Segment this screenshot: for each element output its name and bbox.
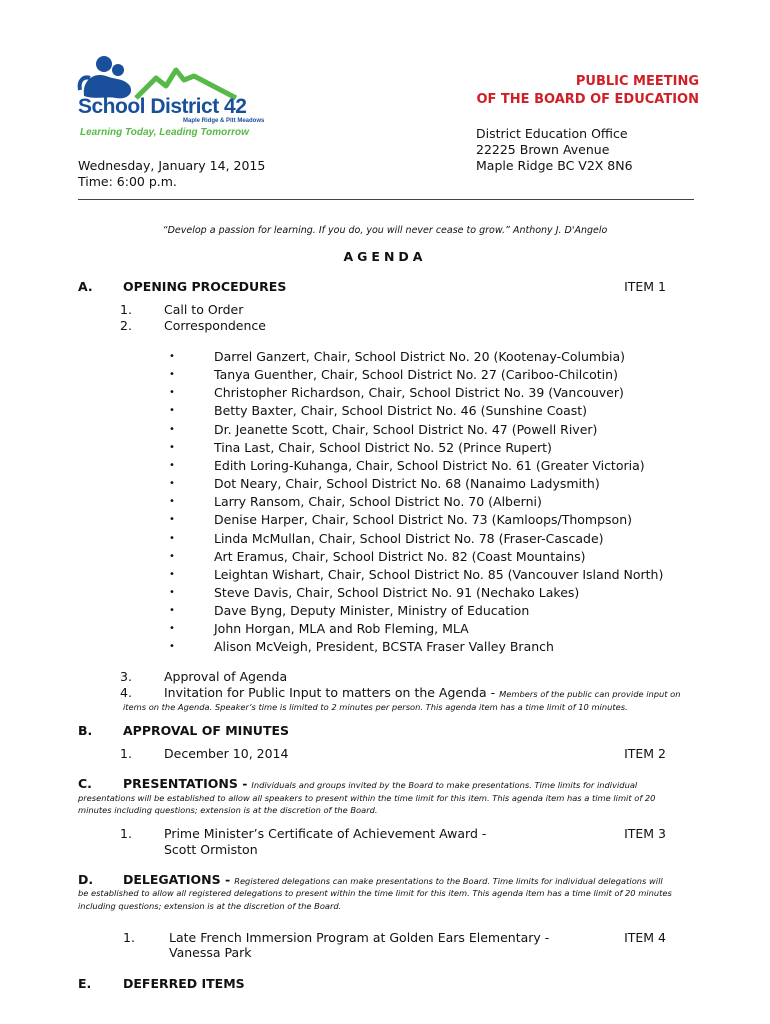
correspondence-item: Dot Neary, Chair, School District No. 68 (Nanaimo Ladysmith)	[214, 476, 600, 491]
bullet-icon: •	[169, 460, 175, 471]
section-b-letter: B.	[78, 723, 93, 738]
section-e-letter: E.	[78, 976, 92, 991]
correspondence-item: Darrel Ganzert, Chair, School District No. 20 (Kootenay-Columbia)	[214, 349, 626, 364]
bullet-icon: •	[169, 514, 175, 525]
address-line: Maple Ridge BC V2X 8N6	[476, 158, 633, 173]
bullet-icon: •	[169, 496, 175, 507]
item-text: Scott Ormiston	[164, 842, 258, 857]
section-d-note: including questions; extension is at the discretion of the Board.	[78, 901, 342, 911]
item-text: Correspondence	[164, 318, 266, 333]
section-b-item: ITEM 2	[624, 746, 666, 761]
section-c-note: presentations will be established to allow all speakers to present within the time limit for this item. This agenda item has a time limit of 20	[78, 793, 656, 803]
section-c-note: Individuals and groups invited by the Board to make presentations. Time limits for individual	[251, 780, 638, 790]
bullet-icon: •	[169, 442, 175, 453]
meeting-title-line1: PUBLIC MEETING	[575, 74, 699, 89]
bullet-icon: •	[169, 405, 175, 416]
bullet-icon: •	[169, 605, 175, 616]
section-c-item: ITEM 3	[624, 826, 666, 841]
correspondence-item: Alison McVeigh, President, BCSTA Fraser Valley Branch	[214, 639, 554, 654]
section-c-note: minutes including questions; extension is at the discretion of the Board.	[78, 805, 378, 815]
meeting-title-line2: OF THE BOARD OF EDUCATION	[476, 92, 699, 107]
section-c-header	[123, 776, 637, 792]
section-a-title: OPENING PROCEDURES	[123, 279, 287, 294]
item-text: Prime Minister’s Certificate of Achievement Award -	[164, 826, 487, 841]
bullet-icon: •	[169, 569, 175, 580]
section-d-note: be established to allow all registered delegations to present within the time limit for this item. This agenda item has a time limit of 20 minutes	[78, 888, 672, 898]
agenda-title: AGENDA	[343, 249, 427, 264]
correspondence-item: Art Eramus, Chair, School District No. 82 (Coast Mountains)	[214, 549, 586, 564]
correspondence-item: Tina Last, Chair, School District No. 52 (Prince Rupert)	[214, 440, 552, 455]
correspondence-item: Dave Byng, Deputy Minister, Ministry of Education	[214, 603, 530, 618]
logo-name: School District 42	[78, 95, 247, 118]
section-a-letter: A.	[78, 279, 93, 294]
item-number: 4.	[120, 685, 132, 700]
public-input-item	[164, 685, 704, 701]
bullet-icon: •	[169, 424, 175, 435]
section-d-item: ITEM 4	[624, 930, 666, 945]
address-line: 22225 Brown Avenue	[476, 142, 610, 157]
item-number: 3.	[120, 669, 132, 684]
item-number: 1.	[120, 826, 132, 841]
bullet-icon: •	[169, 533, 175, 544]
correspondence-item: Christopher Richardson, Chair, School District No. 39 (Vancouver)	[214, 385, 624, 400]
bullet-icon: •	[169, 551, 175, 562]
section-d-letter: D.	[78, 872, 94, 887]
bullet-icon: •	[169, 587, 175, 598]
item-text: Vanessa Park	[169, 945, 252, 960]
correspondence-item: Betty Baxter, Chair, School District No. 46 (Sunshine Coast)	[214, 403, 588, 418]
item-text: Late French Immersion Program at Golden Ears Elementary -	[169, 930, 550, 945]
address-line: District Education Office	[476, 126, 628, 141]
correspondence-item: John Horgan, MLA and Rob Fleming, MLA	[214, 621, 469, 636]
correspondence-item: Dr. Jeanette Scott, Chair, School District No. 47 (Powell River)	[214, 422, 598, 437]
correspondence-item: Leightan Wishart, Chair, School District No. 85 (Vancouver Island North)	[214, 567, 664, 582]
section-b-title: APPROVAL OF MINUTES	[123, 723, 290, 738]
item-text: Call to Order	[164, 302, 244, 317]
correspondence-item: Tanya Guenther, Chair, School District No. 27 (Cariboo-Chilcotin)	[214, 367, 618, 382]
item-number: 2.	[120, 318, 132, 333]
logo-tagline: Learning Today, Leading Tomorrow	[80, 127, 249, 138]
item-note: items on the Agenda. Speaker’s time is limited to 2 minutes per person. This agenda item has a time limit of 10 minutes.	[123, 702, 628, 712]
correspondence-item: Larry Ransom, Chair, School District No. 70 (Alberni)	[214, 494, 542, 509]
item-note: Members of the public can provide input on	[499, 689, 681, 699]
correspondence-item: Linda McMullan, Chair, School District No. 78 (Fraser-Cascade)	[214, 531, 604, 546]
correspondence-item: Edith Loring-Kuhanga, Chair, School District No. 61 (Greater Victoria)	[214, 458, 645, 473]
item-number: 1.	[123, 930, 135, 945]
item-text: Approval of Agenda	[164, 669, 288, 684]
section-a-item: ITEM 1	[624, 279, 666, 294]
bullet-icon: •	[169, 351, 175, 362]
meeting-date: Wednesday, January 14, 2015	[78, 158, 266, 173]
item-text: December 10, 2014	[164, 746, 289, 761]
section-c-letter: C.	[78, 776, 92, 791]
section-c-title: PRESENTATIONS -	[123, 776, 248, 791]
bullet-icon: •	[169, 641, 175, 652]
section-d-note: Registered delegations can make presentations to the Board. Time limits for individual delegations will	[234, 876, 663, 886]
quote: “Develop a passion for learning. If you do, you will never cease to grow.” Anthony J. D'Angelo	[162, 225, 608, 236]
divider	[78, 199, 694, 200]
bullet-icon: •	[169, 387, 175, 398]
meeting-time: Time: 6:00 p.m.	[78, 174, 177, 189]
bullet-icon: •	[169, 623, 175, 634]
correspondence-item: Steve Davis, Chair, School District No. 91 (Nechako Lakes)	[214, 585, 580, 600]
item-text: Invitation for Public Input to matters on the Agenda -	[164, 685, 496, 700]
item-number: 1.	[120, 746, 132, 761]
bullet-icon: •	[169, 478, 175, 489]
logo-subtitle: Maple Ridge & Pitt Meadows	[183, 118, 265, 124]
correspondence-item: Denise Harper, Chair, School District No. 73 (Kamloops/Thompson)	[214, 512, 633, 527]
bullet-icon: •	[169, 369, 175, 380]
section-d-title: DELEGATIONS -	[123, 872, 231, 887]
item-number: 1.	[120, 302, 132, 317]
section-e-title: DEFERRED ITEMS	[123, 976, 245, 991]
